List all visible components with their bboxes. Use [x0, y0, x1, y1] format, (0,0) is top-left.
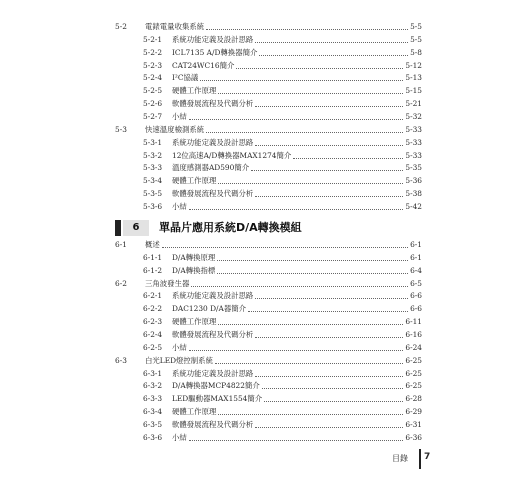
entry-title: 軟體發展流程及代碼分析 — [172, 419, 254, 429]
entry-page: 5-33 — [405, 124, 422, 134]
entry-page: 5-5 — [410, 34, 422, 44]
entry-number: 5-2-3 — [143, 60, 163, 70]
dot-leader — [255, 137, 403, 146]
entry-line — [172, 201, 422, 213]
toc-subsection-entry — [0, 342, 520, 354]
entry-line — [172, 162, 422, 174]
entry-number: 6-3-4 — [143, 407, 163, 417]
entry-line — [145, 278, 422, 290]
entry-line — [145, 21, 422, 33]
footer-label: 目錄 — [392, 454, 408, 463]
dot-leader — [251, 162, 403, 171]
entry-page: 5-8 — [410, 47, 422, 57]
entry-number: 5-2-2 — [143, 47, 163, 57]
entry-page: 6-4 — [410, 265, 422, 275]
entry-number: 5-2 — [115, 22, 127, 31]
toc-subsection-entry — [0, 150, 520, 162]
entry-number: 5-3-3 — [143, 163, 163, 173]
dot-leader — [218, 175, 403, 184]
dot-leader — [259, 47, 408, 56]
entry-line — [172, 290, 422, 302]
entry-title: 小結 — [172, 111, 187, 121]
entry-number: 6-3-5 — [143, 419, 163, 429]
entry-number: 5-3-5 — [143, 189, 163, 199]
entry-number: 5-2-7 — [143, 111, 163, 121]
toc-subsection-entry — [0, 111, 520, 123]
entry-title: 軟體發展流程及代碼分析 — [172, 99, 254, 109]
dot-leader — [189, 342, 404, 351]
entry-page: 6-25 — [405, 381, 422, 391]
dot-leader — [162, 239, 408, 248]
entry-page: 5-38 — [405, 189, 422, 199]
entry-number: 5-2-1 — [143, 34, 163, 44]
entry-page: 5-21 — [405, 99, 422, 109]
dot-leader — [215, 355, 403, 364]
entry-title: CAT24WC16簡介 — [172, 60, 235, 70]
entry-line — [172, 175, 422, 187]
entry-title: 白光LED燈控制系統 — [145, 355, 213, 365]
dot-leader — [189, 432, 404, 441]
entry-page: 6-6 — [410, 291, 422, 301]
entry-title: 快速溫度檢測系統 — [145, 124, 205, 134]
dot-leader — [218, 85, 403, 94]
toc-subsection-entry — [0, 137, 520, 149]
entry-page: 5-12 — [405, 60, 422, 70]
entry-number: 6-1 — [115, 240, 127, 249]
dot-leader — [217, 265, 408, 274]
entry-line — [172, 111, 422, 123]
entry-line — [172, 85, 422, 97]
entry-line — [172, 265, 422, 277]
entry-page: 6-5 — [410, 278, 422, 288]
entry-number: 6-3 — [115, 355, 127, 365]
chapter-marker-block — [115, 220, 121, 236]
toc-subsection-entry — [0, 380, 520, 392]
entry-page: 6-16 — [405, 329, 422, 339]
entry-title: 系統功能定義及設計思路 — [172, 137, 254, 147]
entry-number: 5-2-5 — [143, 86, 163, 96]
toc-subsection-entry — [0, 419, 520, 431]
entry-title: 電錶電量收集系統 — [145, 22, 205, 31]
toc-subsection-entry — [0, 98, 520, 110]
entry-page: 5-13 — [405, 73, 422, 83]
entry-line — [172, 72, 422, 84]
toc-subsection-entry — [0, 329, 520, 341]
entry-title: 系統功能定義及設計思路 — [172, 291, 254, 301]
entry-title: 小結 — [172, 432, 187, 442]
entry-line — [172, 303, 422, 315]
entry-page: 6-25 — [405, 355, 422, 365]
dot-leader — [255, 329, 403, 338]
entry-number: 6-2-2 — [143, 304, 163, 314]
entry-page: 6-24 — [405, 342, 422, 352]
entry-title: 硬體工作原理 — [172, 407, 217, 417]
entry-line — [172, 60, 422, 72]
entry-page: 6-6 — [410, 304, 422, 314]
entry-number: 6-3-2 — [143, 381, 163, 391]
entry-number: 5-3-6 — [143, 201, 163, 211]
entry-title: 溫度感測器AD590簡介 — [172, 163, 250, 173]
toc-subsection-entry — [0, 175, 520, 187]
toc-subsection-entry — [0, 393, 520, 405]
entry-page: 5-36 — [405, 176, 422, 186]
entry-number: 5-3 — [115, 124, 127, 134]
toc-subsection-entry — [0, 60, 520, 72]
entry-line — [172, 329, 422, 341]
toc-section-entry — [0, 278, 520, 290]
toc-section-entry — [0, 239, 520, 251]
entry-number: 6-2 — [115, 278, 127, 288]
entry-number: 5-3-2 — [143, 150, 163, 160]
toc-subsection-entry — [0, 265, 520, 277]
entry-page: 6-31 — [405, 419, 422, 429]
entry-line — [172, 188, 422, 200]
toc-subsection-entry — [0, 406, 520, 418]
entry-line — [145, 355, 422, 367]
entry-title: 硬體工作原理 — [172, 317, 217, 327]
entry-title: D/A轉換器MCP4822簡介 — [172, 381, 260, 391]
entry-line — [172, 419, 422, 431]
toc-subsection-entry — [0, 303, 520, 315]
toc-subsection-entry — [0, 316, 520, 328]
dot-leader — [189, 201, 404, 210]
entry-number: 6-1-1 — [143, 252, 163, 262]
entry-line — [172, 252, 422, 264]
toc-subsection-entry — [0, 188, 520, 200]
dot-leader — [255, 188, 403, 197]
dot-leader — [206, 124, 403, 133]
entry-page: 5-5 — [410, 22, 422, 31]
entry-title: 小結 — [172, 342, 187, 352]
entry-title: D/A轉換指標 — [172, 265, 216, 275]
entry-number: 5-3-4 — [143, 176, 163, 186]
dot-leader — [255, 368, 403, 377]
toc-subsection-entry — [0, 72, 520, 84]
dot-leader — [255, 290, 408, 299]
entry-line — [172, 393, 422, 405]
dot-leader — [191, 278, 408, 287]
entry-page: 6-25 — [405, 368, 422, 378]
entry-number: 6-2-1 — [143, 291, 163, 301]
dot-leader — [200, 72, 403, 81]
entry-title: 軟體發展流程及代碼分析 — [172, 189, 254, 199]
entry-number: 6-1-2 — [143, 265, 163, 275]
entry-line — [145, 239, 422, 251]
entry-page: 5-33 — [405, 137, 422, 147]
entry-page: 6-1 — [410, 252, 422, 262]
dot-leader — [189, 111, 404, 120]
entry-title: 三角波發生器 — [145, 278, 190, 288]
entry-line — [172, 342, 422, 354]
entry-number: 6-2-5 — [143, 342, 163, 352]
toc-subsection-entry — [0, 201, 520, 213]
entry-line — [145, 124, 422, 136]
entry-page: 5-33 — [405, 150, 422, 160]
chapter-number: 6 — [123, 220, 149, 236]
chapter-title: 單晶片應用系統D/A轉換模組 — [159, 221, 302, 234]
dot-leader — [255, 98, 403, 107]
entry-page: 5-42 — [405, 201, 422, 211]
entry-number: 6-3-3 — [143, 394, 163, 404]
entry-line — [172, 368, 422, 380]
entry-title: 硬體工作原理 — [172, 86, 217, 96]
toc-section-entry — [0, 124, 520, 136]
dot-leader — [218, 316, 403, 325]
entry-title: 12位高速A/D轉換器MAX1274簡介 — [172, 150, 292, 160]
entry-page: 5-35 — [405, 163, 422, 173]
entry-line — [172, 137, 422, 149]
entry-page: 5-32 — [405, 111, 422, 121]
toc-subsection-entry — [0, 368, 520, 380]
entry-number: 6-2-4 — [143, 329, 163, 339]
toc-section-entry — [0, 21, 520, 33]
dot-leader — [262, 380, 404, 389]
entry-title: 系統功能定義及設計思路 — [172, 34, 254, 44]
entry-line — [172, 98, 422, 110]
entry-page: 6-29 — [405, 407, 422, 417]
toc-subsection-entry — [0, 290, 520, 302]
entry-title: 硬體工作原理 — [172, 176, 217, 186]
entry-page: 6-1 — [410, 240, 422, 249]
entry-page: 6-36 — [405, 432, 422, 442]
dot-leader — [217, 252, 408, 261]
dot-leader — [206, 21, 408, 30]
entry-line — [172, 47, 422, 59]
entry-title: I²C協議 — [172, 73, 199, 83]
entry-title: 小結 — [172, 201, 187, 211]
toc-subsection-entry — [0, 252, 520, 264]
entry-page: 6-28 — [405, 394, 422, 404]
toc-subsection-entry — [0, 85, 520, 97]
entry-title: 軟體發展流程及代碼分析 — [172, 329, 254, 339]
chapter-heading — [115, 220, 421, 236]
entry-number: 5-2-4 — [143, 73, 163, 83]
entry-line — [172, 34, 422, 46]
entry-page: 6-11 — [405, 317, 422, 327]
toc-section-entry — [0, 355, 520, 367]
entry-line — [172, 406, 422, 418]
dot-leader — [236, 60, 403, 69]
dot-leader — [293, 150, 403, 159]
entry-line — [172, 150, 422, 162]
dot-leader — [255, 34, 408, 43]
entry-line — [172, 380, 422, 392]
entry-line — [172, 432, 422, 444]
entry-title: ICL7135 A/D轉換器簡介 — [172, 47, 258, 57]
toc-subsection-entry — [0, 47, 520, 59]
entry-number: 5-3-1 — [143, 137, 163, 147]
entry-title: DAC1230 D/A器簡介 — [172, 304, 247, 314]
entry-title: LED驅動器MAX1554簡介 — [172, 394, 263, 404]
entry-line — [172, 316, 422, 328]
dot-leader — [264, 393, 403, 402]
page-number: 7 — [424, 452, 431, 462]
toc-subsection-entry — [0, 432, 520, 444]
toc-subsection-entry — [0, 162, 520, 174]
entry-title: 系統功能定義及設計思路 — [172, 368, 254, 378]
entry-number: 6-2-3 — [143, 317, 163, 327]
entry-title: 概述 — [145, 240, 160, 249]
entry-title: D/A轉換原理 — [172, 252, 216, 262]
dot-leader — [218, 406, 403, 415]
dot-leader — [248, 303, 408, 312]
entry-number: 6-3-1 — [143, 368, 163, 378]
footer-divider — [419, 449, 421, 469]
entry-page: 5-15 — [405, 86, 422, 96]
dot-leader — [255, 419, 403, 428]
entry-number: 6-3-6 — [143, 432, 163, 442]
toc-subsection-entry — [0, 34, 520, 46]
entry-number: 5-2-6 — [143, 99, 163, 109]
